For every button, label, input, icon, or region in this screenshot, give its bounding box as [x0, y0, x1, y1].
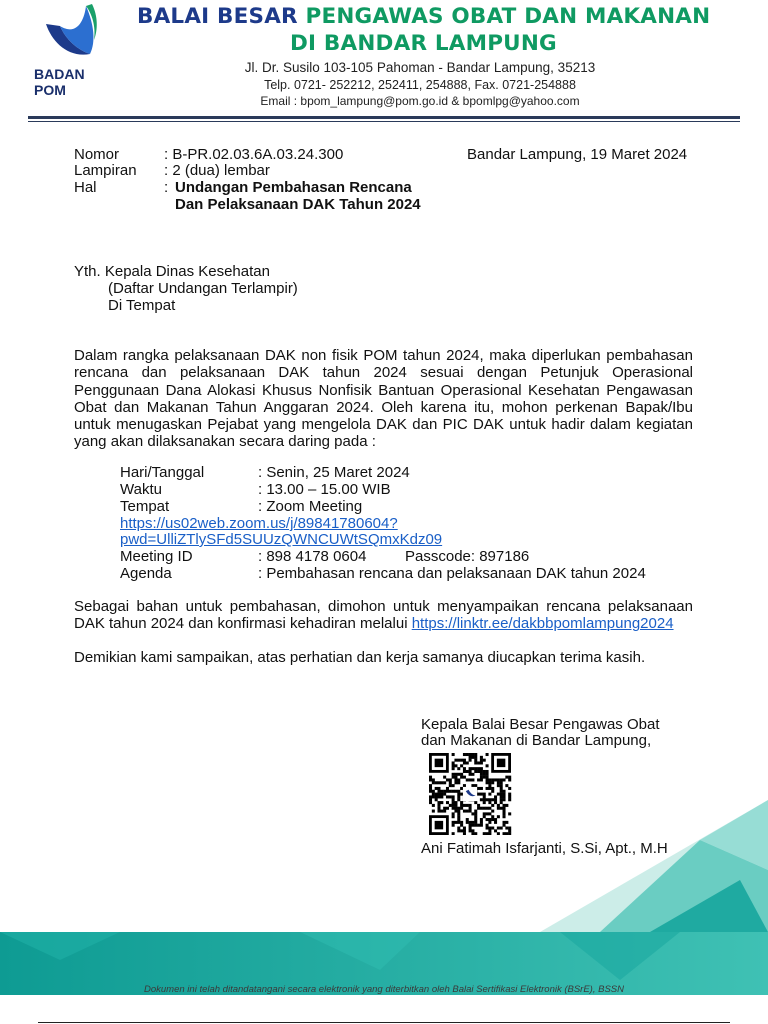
time-label: Waktu — [120, 481, 162, 498]
paragraph-2-text: Sebagai bahan untuk pembahasan, dimohon untuk menyampaikan rencana pelaksanaan DAK tahun 2024 dan konfirmasi kehadiran melalui — [74, 598, 693, 633]
signature-title-line-1: Kepala Balai Besar Pengawas Obat — [421, 716, 660, 733]
hal-label: Hal — [74, 179, 97, 196]
header-phone: Telp. 0721- 252212, 252411, 254888, Fax. 0721-254888 — [264, 78, 576, 92]
lampiran-label: Lampiran — [74, 162, 137, 179]
signature-title-line-2: dan Makanan di Bandar Lampung, — [421, 732, 652, 749]
footer-note: Dokumen ini telah ditandatangani secara elektronik yang diterbitkan oleh Balai Sertifikasi Elektronik (BSrE), BSSN — [144, 984, 624, 995]
confirmation-link[interactable]: https://linktr.ee/dakbbpomlampung2024 — [411, 615, 674, 633]
hal-line-1: Undangan Pembahasan Rencana — [175, 179, 412, 196]
recipient-line-3: Di Tempat — [108, 297, 176, 314]
badan-pom-logo — [30, 2, 120, 98]
hal-prefix: : — [164, 179, 169, 196]
agenda-value: : Pembahasan rencana dan pelaksanaan DAK tahun 2024 — [258, 565, 646, 582]
meeting-id-value: : 898 4178 0604 — [258, 548, 367, 565]
body-paragraph-1: Dalam rangka pelaksanaan DAK non fisik POM tahun 2024, maka diperlukan pembahasan rencana dan pelaksanaan DAK tahun 2024 sesuai dengan Petunjuk Operasional Penggunaan Dana Alokasi Khusus Nonfisik Bantuan Operasional Kesehatan Pengawasan Obat dan Makanan Tahun Anggaran 2024. Oleh karena itu, mohon perkenan Bapak/Ibu untuk menugaskan Pejabat yang mengelola DAK dan PIC DAK untuk hadir dalam kegiatan yang akan dilaksanakan secara daring pada : — [74, 347, 693, 451]
place-label: Tempat — [120, 498, 170, 515]
place-date: Bandar Lampung, 19 Maret 2024 — [467, 146, 688, 163]
hal-line-2: Dan Pelaksanaan DAK Tahun 2024 — [175, 196, 421, 213]
header-email: Email : bpom_lampung@pom.go.id & bpomlpg@yahoo.com — [260, 94, 580, 108]
zoom-link-line-1[interactable]: https://us02web.zoom.us/j/89841780604? — [120, 515, 398, 532]
header-line-2: DI BANDAR LAMPUNG — [290, 31, 557, 56]
meeting-id-label: Meeting ID — [120, 548, 193, 565]
recipient-line-1: Yth. Kepala Dinas Kesehatan — [74, 263, 270, 280]
header-rule-thin — [28, 121, 740, 122]
header-address: Jl. Dr. Susilo 103-105 Pahoman - Bandar Lampung, 35213 — [244, 60, 596, 75]
day-label: Hari/Tanggal — [120, 464, 205, 481]
header-rule — [28, 116, 740, 119]
logo-emblem-icon — [30, 2, 120, 64]
nomor-value: : B-PR.02.03.6A.03.24.300 — [164, 146, 344, 163]
header-line-1 — [137, 4, 710, 29]
place-value: : Zoom Meeting — [258, 498, 363, 515]
zoom-link-line-2[interactable]: pwd=UlliZTlySFd5SUUzQWNCUWtSQmxKdz09 — [120, 531, 443, 548]
recipient-line-2: (Daftar Undangan Terlampir) — [108, 280, 298, 297]
header-line1-part2: PENGAWAS OBAT DAN MAKANAN — [305, 4, 711, 29]
lampiran-value: : 2 (dua) lembar — [164, 162, 270, 179]
logo-label: BADAN POM — [34, 66, 85, 98]
agenda-label: Agenda — [120, 565, 172, 582]
time-value: : 13.00 – 15.00 WIB — [258, 481, 391, 498]
passcode: Passcode: 897186 — [405, 548, 530, 565]
body-paragraph-2 — [74, 598, 693, 633]
body-paragraph-3: Demikian kami sampaikan, atas perhatian dan kerja samanya diucapkan terima kasih. — [74, 649, 646, 666]
day-value: : Senin, 25 Maret 2024 — [258, 464, 410, 481]
header-line1-part1: BALAI BESAR — [137, 4, 298, 29]
signer-name: Ani Fatimah Isfarjanti, S.Si, Apt., M.H — [421, 840, 668, 857]
nomor-label: Nomor — [74, 146, 120, 163]
